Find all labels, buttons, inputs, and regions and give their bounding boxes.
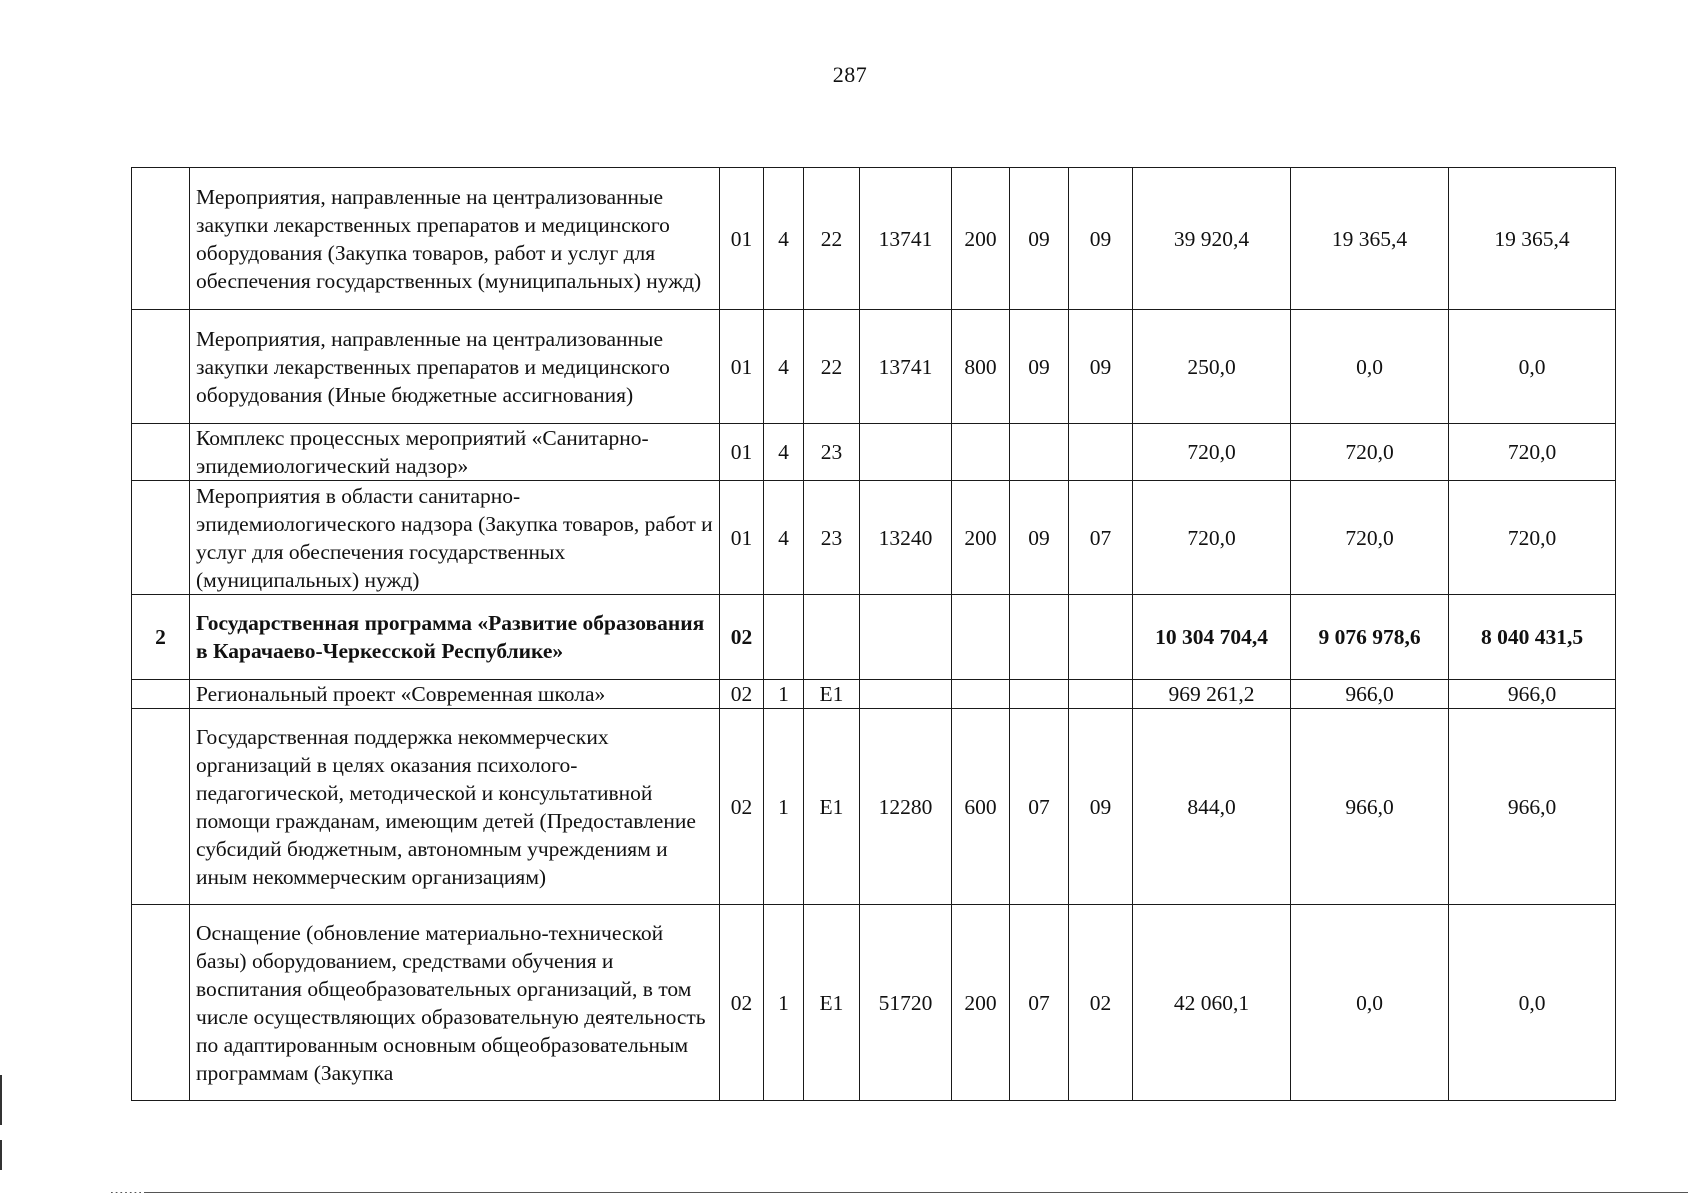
code-direction: 12280 xyxy=(860,709,952,905)
table-row xyxy=(132,168,1616,310)
code-expense-type: 200 xyxy=(952,481,1010,595)
code-direction: 13240 xyxy=(860,481,952,595)
amount-year-2: 19 365,4 xyxy=(1291,168,1449,310)
code-subsection: 07 xyxy=(1069,481,1133,595)
table-row xyxy=(132,424,1616,481)
amount-year-3: 720,0 xyxy=(1449,424,1616,481)
code-subprogram: 23 xyxy=(804,424,860,481)
amount-year-1: 250,0 xyxy=(1133,310,1291,424)
code-section: 07 xyxy=(1010,709,1069,905)
code-section xyxy=(1010,680,1069,709)
code-subprogram: 22 xyxy=(804,168,860,310)
footer-rule xyxy=(108,1192,1688,1193)
row-name: Мероприятия в области санитарно-эпидемиологического надзора (Закупка товаров, работ и услуг для обеспечения государственных (муниципальных) нужд) xyxy=(190,481,720,595)
code-subprogram: 23 xyxy=(804,481,860,595)
row-number xyxy=(132,310,190,424)
code-direction: 51720 xyxy=(860,905,952,1101)
amount-year-3: 720,0 xyxy=(1449,481,1616,595)
row-name: Оснащение (обновление материально-технической базы) оборудованием, средствами обучения и воспитания общеобразовательных организаций, в том числе осуществляющих образовательную деятельность по адаптированным основным общеобразовательным программам (Закупка xyxy=(190,905,720,1101)
code-subsection xyxy=(1069,595,1133,680)
code-program: 01 xyxy=(720,168,764,310)
table-row xyxy=(132,481,1616,595)
code-type: 1 xyxy=(764,709,804,905)
code-program: 02 xyxy=(720,905,764,1101)
row-number xyxy=(132,168,190,310)
code-expense-type xyxy=(952,424,1010,481)
code-section: 09 xyxy=(1010,481,1069,595)
row-name: Государственная программа «Развитие образования в Карачаево-Черкесской Республике» xyxy=(190,595,720,680)
code-subprogram: E1 xyxy=(804,680,860,709)
amount-year-2: 966,0 xyxy=(1291,680,1449,709)
amount-year-3: 0,0 xyxy=(1449,905,1616,1101)
code-direction xyxy=(860,595,952,680)
table-row xyxy=(132,680,1616,709)
table-row xyxy=(132,905,1616,1101)
code-direction xyxy=(860,424,952,481)
code-section: 07 xyxy=(1010,905,1069,1101)
amount-year-2: 720,0 xyxy=(1291,424,1449,481)
code-program: 01 xyxy=(720,424,764,481)
code-direction: 13741 xyxy=(860,310,952,424)
code-direction: 13741 xyxy=(860,168,952,310)
amount-year-3: 966,0 xyxy=(1449,709,1616,905)
row-name: Комплекс процессных мероприятий «Санитарно-эпидемиологический надзор» xyxy=(190,424,720,481)
code-expense-type xyxy=(952,680,1010,709)
page-number: 287 xyxy=(832,62,868,87)
row-name: Региональный проект «Современная школа» xyxy=(190,680,720,709)
code-subprogram: 22 xyxy=(804,310,860,424)
row-number xyxy=(132,481,190,595)
code-program: 01 xyxy=(720,481,764,595)
code-direction xyxy=(860,680,952,709)
code-subsection: 09 xyxy=(1069,310,1133,424)
footer-rule-gap xyxy=(108,1192,144,1193)
code-type: 4 xyxy=(764,168,804,310)
code-type: 4 xyxy=(764,424,804,481)
amount-year-2: 0,0 xyxy=(1291,905,1449,1101)
code-expense-type xyxy=(952,595,1010,680)
code-type: 4 xyxy=(764,310,804,424)
amount-year-2: 720,0 xyxy=(1291,481,1449,595)
row-name: Мероприятия, направленные на централизованные закупки лекарственных препаратов и медицинского оборудования (Иные бюджетные ассигнования) xyxy=(190,310,720,424)
row-number: 2 xyxy=(132,595,190,680)
code-program: 02 xyxy=(720,680,764,709)
code-program: 02 xyxy=(720,709,764,905)
row-number xyxy=(132,709,190,905)
code-type: 4 xyxy=(764,481,804,595)
code-subsection: 09 xyxy=(1069,709,1133,905)
code-program: 01 xyxy=(720,310,764,424)
code-program: 02 xyxy=(720,595,764,680)
scan-edge-mark xyxy=(0,1075,2,1125)
code-subprogram: E1 xyxy=(804,709,860,905)
code-expense-type: 200 xyxy=(952,168,1010,310)
code-subprogram xyxy=(804,595,860,680)
amount-year-3: 966,0 xyxy=(1449,680,1616,709)
amount-year-1: 844,0 xyxy=(1133,709,1291,905)
row-number xyxy=(132,424,190,481)
code-subsection: 02 xyxy=(1069,905,1133,1101)
scan-edge-mark xyxy=(0,1140,2,1170)
code-section xyxy=(1010,595,1069,680)
table-row xyxy=(132,595,1616,680)
amount-year-3: 19 365,4 xyxy=(1449,168,1616,310)
code-type: 1 xyxy=(764,680,804,709)
table-row xyxy=(132,709,1616,905)
amount-year-1: 720,0 xyxy=(1133,481,1291,595)
code-section: 09 xyxy=(1010,310,1069,424)
budget-table xyxy=(131,167,1616,1101)
code-section xyxy=(1010,424,1069,481)
amount-year-1: 10 304 704,4 xyxy=(1133,595,1291,680)
amount-year-2: 9 076 978,6 xyxy=(1291,595,1449,680)
row-number xyxy=(132,905,190,1101)
code-expense-type: 800 xyxy=(952,310,1010,424)
amount-year-1: 42 060,1 xyxy=(1133,905,1291,1101)
code-type: 1 xyxy=(764,905,804,1101)
row-name: Государственная поддержка некоммерческих организаций в целях оказания психолого-педагогической, методической и консультативной помощи гражданам, имеющим детей (Предоставление субсидий бюджетным, автономным учреждениям и иным некоммерческим организациям) xyxy=(190,709,720,905)
code-subsection xyxy=(1069,680,1133,709)
code-type xyxy=(764,595,804,680)
row-number xyxy=(132,680,190,709)
amount-year-3: 8 040 431,5 xyxy=(1449,595,1616,680)
code-subsection xyxy=(1069,424,1133,481)
code-subprogram: E1 xyxy=(804,905,860,1101)
amount-year-3: 0,0 xyxy=(1449,310,1616,424)
amount-year-1: 39 920,4 xyxy=(1133,168,1291,310)
code-subsection: 09 xyxy=(1069,168,1133,310)
amount-year-2: 966,0 xyxy=(1291,709,1449,905)
code-expense-type: 600 xyxy=(952,709,1010,905)
code-expense-type: 200 xyxy=(952,905,1010,1101)
amount-year-1: 720,0 xyxy=(1133,424,1291,481)
row-name: Мероприятия, направленные на централизованные закупки лекарственных препаратов и медицинского оборудования (Закупка товаров, работ и услуг для обеспечения государственных (муниципальных) нужд) xyxy=(190,168,720,310)
table-row xyxy=(132,310,1616,424)
amount-year-1: 969 261,2 xyxy=(1133,680,1291,709)
code-section: 09 xyxy=(1010,168,1069,310)
amount-year-2: 0,0 xyxy=(1291,310,1449,424)
